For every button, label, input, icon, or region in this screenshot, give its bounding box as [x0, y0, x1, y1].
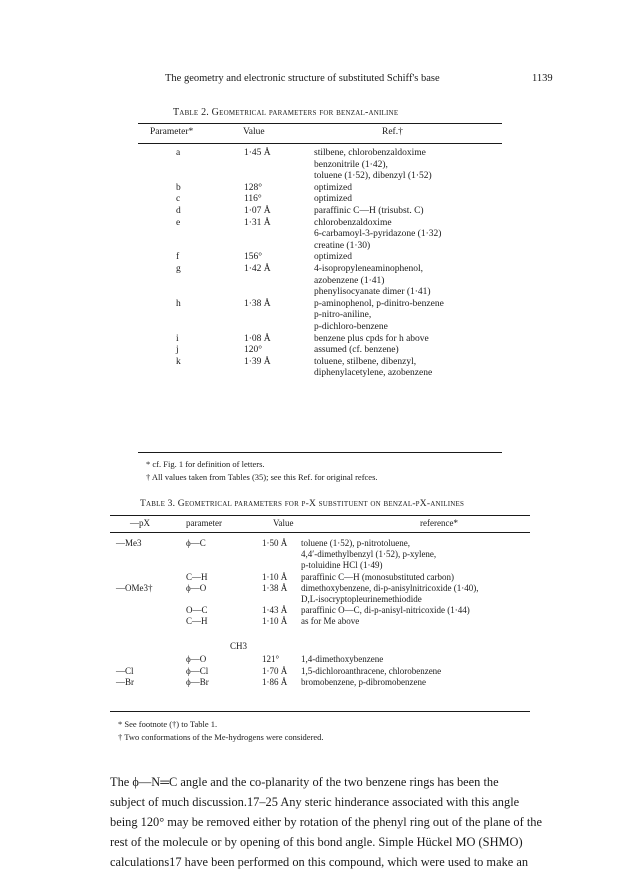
- table2-cell-ref: [314, 334, 429, 346]
- table2-ref-line: p-aminophenol, p-dinitro-benzene: [314, 298, 444, 309]
- table3-ref-line: 1,5-dichloroanthracene, chlorobenzene: [301, 666, 442, 676]
- table2-cell-parameter: k: [176, 356, 181, 367]
- table2-ref-line: diphenylacetylene, azobenzene: [314, 368, 433, 379]
- table2-cell-parameter: a: [176, 148, 181, 158]
- table2-ref-line: chlorobenzaldoxime: [314, 217, 392, 228]
- table2-ref-line: optimized: [314, 182, 352, 193]
- table2-cell-parameter: i: [176, 333, 179, 344]
- table2-ref-line: creatine (1·30): [314, 240, 371, 251]
- table2-cell-value: 1·45 Å: [244, 148, 271, 158]
- body-line: The ϕ—N═C angle and the co-planarity of the two benzene rings has been the: [110, 775, 499, 789]
- table3-cell-ref: [301, 605, 470, 616]
- table3-ref-line: dimethoxybenzene, di-p-anisylnitricoxide (1·40),: [301, 583, 479, 593]
- table2-top-rule: [138, 123, 502, 124]
- table2-header-value: Value: [243, 127, 265, 137]
- table3-header-px: —pX: [130, 518, 150, 528]
- table3-cell-ref: [301, 677, 426, 688]
- table2-ref-line: azobenzene (1·41): [314, 275, 385, 286]
- table2-cell-parameter: j: [176, 345, 179, 356]
- table2-ref-line: stilbene, chlorobenzaldoxime: [314, 148, 426, 158]
- table2-ref-line: benzene plus cpds for h above: [314, 333, 429, 344]
- table3-cell-parameter: ϕ—O: [186, 583, 207, 593]
- table2-cell-parameter: d: [176, 206, 181, 216]
- table3-cell-value: 1·50 Å: [262, 538, 288, 548]
- body-line: rest of the molecule or by opening of this bond angle. Simple Hückel MO (SHMO): [110, 835, 523, 849]
- table2-ref-line: assumed (cf. benzene): [314, 345, 399, 356]
- table3-cell-px: —OMe3†: [116, 583, 153, 593]
- table2-cell-value: 1·08 Å: [244, 333, 271, 344]
- table3-bottom-rule: [110, 711, 530, 712]
- table2-ref-line: p-dichloro-benzene: [314, 321, 388, 332]
- table2-ref-line: paraffinic C—H (trisubst. C): [314, 206, 424, 216]
- table2-cell-value: 156°: [244, 252, 263, 263]
- table3-cell-px: —Br: [116, 677, 134, 687]
- table2-ref-line: optimized: [314, 252, 352, 263]
- table3-ref-line: 4,4′-dimethylbenzyl (1·52), p-xylene,: [301, 548, 437, 559]
- table2-cell-value: 1·07 Å: [244, 206, 271, 216]
- table3-ref-line: toluene (1·52), p-nitrotoluene,: [301, 538, 410, 548]
- table2-header-rule: [138, 143, 502, 144]
- table3-cell-px: —Cl: [116, 666, 134, 676]
- table3-footnote-2: † Two conformations of the Me-hydrogens were considered.: [118, 732, 324, 742]
- table3-cell-ref: [301, 666, 441, 677]
- running-title: The geometry and electronic structure of substituted Schiff's base: [165, 73, 440, 84]
- table3-footnote-1: * See footnote (†) to Table 1.: [118, 719, 218, 729]
- table3-cell-px: —Me3: [116, 538, 142, 548]
- table2-cell-parameter: h: [176, 298, 181, 309]
- table3-ref-line: paraffinic O—C, di-p-anisyl-nitricoxide (1·44): [301, 605, 470, 615]
- table2-cell-ref: [314, 345, 399, 357]
- table2-cell-value: 1·39 Å: [244, 356, 271, 367]
- table3-header-rule: [110, 532, 530, 533]
- body-line: calculations17 have been performed on this compound, which were used to make an: [110, 855, 529, 869]
- table3-cell-value: 1·10 Å: [262, 616, 288, 626]
- table2-caption: Table 2. Geometrical parameters for benzal-aniline: [173, 107, 399, 118]
- table2-cell-value: 120°: [244, 345, 263, 356]
- table3-header-reference: reference*: [420, 518, 458, 528]
- body-paragraph: [110, 772, 560, 872]
- table2-cell-ref: [314, 357, 432, 380]
- ch3-label: CH3: [230, 641, 248, 651]
- table3-ref-line: D,L-isocryptopleurinemethiodide: [301, 593, 422, 604]
- table2-header-parameter: Parameter*: [150, 127, 194, 137]
- body-line: being 120° may be removed either by rotation of the phenyl ring out of the plane of the: [110, 815, 542, 829]
- table2-cell-parameter: b: [176, 182, 181, 193]
- table3-header-parameter: parameter: [186, 518, 222, 528]
- table3-cell-value: 121°: [262, 654, 280, 664]
- table3-cell-value: 1·38 Å: [262, 583, 288, 593]
- table2-cell-value: 1·42 Å: [244, 264, 271, 274]
- table2-cell-value: 1·38 Å: [244, 298, 271, 309]
- table3-header-value: Value: [273, 518, 294, 528]
- table3-cell-ref: [301, 583, 478, 605]
- table2-ref-line: toluene (1·52), dibenzyl (1·52): [314, 171, 432, 182]
- table2-cell-ref: [314, 252, 352, 264]
- table3-cell-parameter: ϕ—O: [186, 654, 207, 664]
- table2-cell-value: 116°: [244, 194, 262, 205]
- table2-ref-line: 6-carbamoyl-3-pyridazone (1·32): [314, 229, 442, 240]
- table2-cell-ref: [314, 299, 444, 334]
- table2-bottom-rule: [138, 452, 502, 453]
- table2-ref-line: phenylisocyanate dimer (1·41): [314, 287, 431, 298]
- table3-cell-value: 1·43 Å: [262, 605, 288, 615]
- table3-ref-line: bromobenzene, p-dibromobenzene: [301, 677, 426, 687]
- table3-cell-parameter: ϕ—Cl: [186, 666, 209, 676]
- table3-caption: Table 3. Geometrical parameters for p-X substituent on benzal-pX-anilines: [140, 499, 465, 509]
- table2-ref-line: 4-isopropyleneaminophenol,: [314, 264, 423, 274]
- table3-cell-ref: [301, 538, 436, 570]
- table2-cell-ref: [314, 183, 352, 195]
- table3-ref-line: as for Me above: [301, 616, 360, 626]
- body-line: subject of much discussion.17–25 Any steric hinderance associated with this angle: [110, 795, 520, 809]
- table3-ref-line: p-toluidine HCl (1·49): [301, 559, 383, 570]
- table3-top-rule: [110, 515, 530, 516]
- table2-ref-line: p-nitro-aniline,: [314, 310, 372, 321]
- table3-cell-ref: [301, 654, 383, 665]
- table3-cell-value: 1·70 Å: [262, 666, 288, 676]
- table3-cell-ref: [301, 572, 454, 583]
- table3-ref-line: paraffinic C—H (monosubstituted carbon): [301, 572, 455, 582]
- table2-cell-value: 1·31 Å: [244, 217, 271, 228]
- table2-ref-line: optimized: [314, 194, 352, 205]
- page-number: 1139: [532, 73, 553, 84]
- table2-cell-value: 128°: [244, 182, 263, 193]
- table2-cell-ref: [314, 206, 424, 218]
- table2-footnote-2: † All values taken from Tables (35); see this Ref. for original refces.: [146, 472, 378, 482]
- table2-cell-parameter: e: [176, 217, 181, 228]
- table2-cell-ref: [314, 194, 352, 206]
- table2-ref-line: benzonitrile (1·42),: [314, 159, 388, 170]
- table2-cell-ref: [314, 218, 441, 253]
- table2-cell-parameter: f: [176, 252, 180, 263]
- table3-cell-parameter: O—C: [186, 605, 208, 615]
- table2-cell-ref: [314, 264, 431, 299]
- table3-cell-parameter: C—H: [186, 572, 208, 582]
- table3-cell-value: 1·86 Å: [262, 677, 288, 687]
- table2-cell-parameter: g: [176, 264, 181, 274]
- table2-cell-ref: [314, 148, 432, 183]
- table2-footnote-1: * cf. Fig. 1 for definition of letters.: [146, 459, 265, 469]
- table3-cell-value: 1·10 Å: [262, 572, 288, 582]
- table2-header-ref: Ref.†: [382, 127, 403, 137]
- table3-cell-ref: [301, 616, 359, 627]
- table3-cell-parameter: ϕ—Br: [186, 677, 209, 687]
- table3-ref-line: 1,4-dimethoxybenzene: [301, 654, 384, 664]
- table3-cell-parameter: ϕ—C: [186, 538, 206, 548]
- table3-cell-parameter: C—H: [186, 616, 208, 626]
- table2-ref-line: toluene, stilbene, dibenzyl,: [314, 356, 417, 367]
- table2-cell-parameter: c: [176, 194, 181, 205]
